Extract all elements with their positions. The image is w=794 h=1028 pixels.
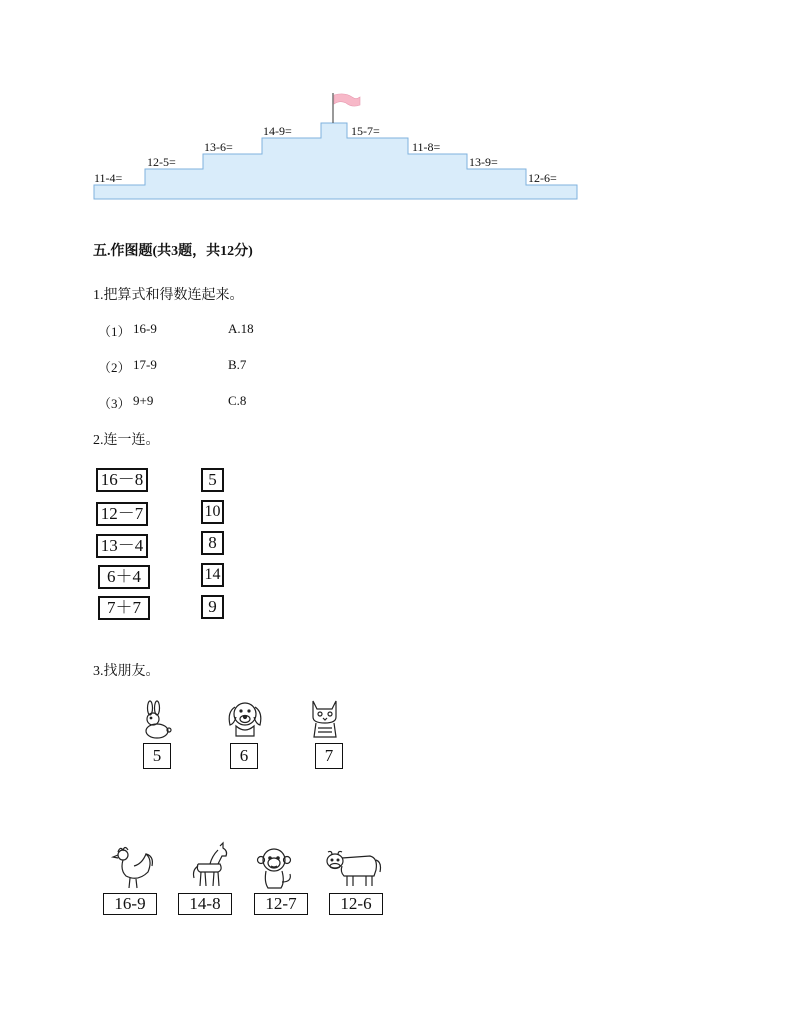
q3-bottom-3-value[interactable]: 12-7	[254, 893, 308, 915]
q2-right-4[interactable]: 14	[201, 563, 224, 587]
q3-bottom-4-value[interactable]: 12-6	[329, 893, 383, 915]
q3-top-2-value[interactable]: 6	[230, 743, 258, 769]
monkey-icon	[254, 846, 296, 890]
q3-bottom-1-value[interactable]: 16-9	[103, 893, 157, 915]
flag	[334, 94, 360, 106]
q2-left-3[interactable]: 13－4	[96, 534, 148, 558]
q2-right-1[interactable]: 5	[201, 468, 224, 492]
q2-right-5[interactable]: 9	[201, 595, 224, 619]
cat-icon	[306, 697, 344, 739]
q1-row-1-num: （1）	[98, 324, 131, 339]
step-3-expr: 13-6=	[204, 140, 233, 154]
step-5-expr: 15-7=	[351, 124, 380, 138]
section-title: 五.作图题(共3题，共12分)	[93, 244, 253, 259]
q2-left-1[interactable]: 16－8	[96, 468, 148, 492]
step-2-expr: 12-5=	[147, 155, 176, 169]
q2-left-2[interactable]: 12－7	[96, 502, 148, 526]
q1-row-3-expr[interactable]: 9+9	[133, 393, 154, 408]
step-4-expr: 14-9=	[263, 124, 292, 138]
q3-prompt: 3.找朋友。	[93, 664, 160, 679]
q2-prompt: 2.连一连。	[93, 433, 160, 448]
q1-row-2-num: （2）	[98, 360, 131, 375]
q1-row-1-answer[interactable]: A.18	[228, 321, 254, 336]
q3-bottom-2-value[interactable]: 14-8	[178, 893, 232, 915]
q1-row-2-expr[interactable]: 17-9	[133, 357, 157, 372]
q2-left-4[interactable]: 6＋4	[98, 565, 150, 589]
q1-row-2-answer[interactable]: B.7	[228, 357, 247, 372]
rabbit-icon	[138, 701, 174, 739]
step-6-expr: 11-8=	[412, 140, 441, 154]
step-7-expr: 13-9=	[469, 155, 498, 169]
step-8-expr: 12-6=	[528, 171, 557, 185]
rooster-icon	[108, 844, 156, 890]
q1-row-3-answer[interactable]: C.8	[228, 393, 247, 408]
ox-icon	[322, 848, 384, 890]
horse-icon	[190, 842, 230, 890]
q2-right-3[interactable]: 8	[201, 531, 224, 555]
q3-top-3-value[interactable]: 7	[315, 743, 343, 769]
q1-row-3-num: （3）	[98, 396, 131, 411]
dog-icon	[223, 698, 267, 740]
step-1-expr: 11-4=	[94, 171, 123, 185]
q1-row-1-expr[interactable]: 16-9	[133, 321, 157, 336]
q1-prompt: 1.把算式和得数连起来。	[93, 288, 244, 303]
q2-left-5[interactable]: 7＋7	[98, 596, 150, 620]
q3-top-1-value[interactable]: 5	[143, 743, 171, 769]
q2-right-2[interactable]: 10	[201, 500, 224, 524]
